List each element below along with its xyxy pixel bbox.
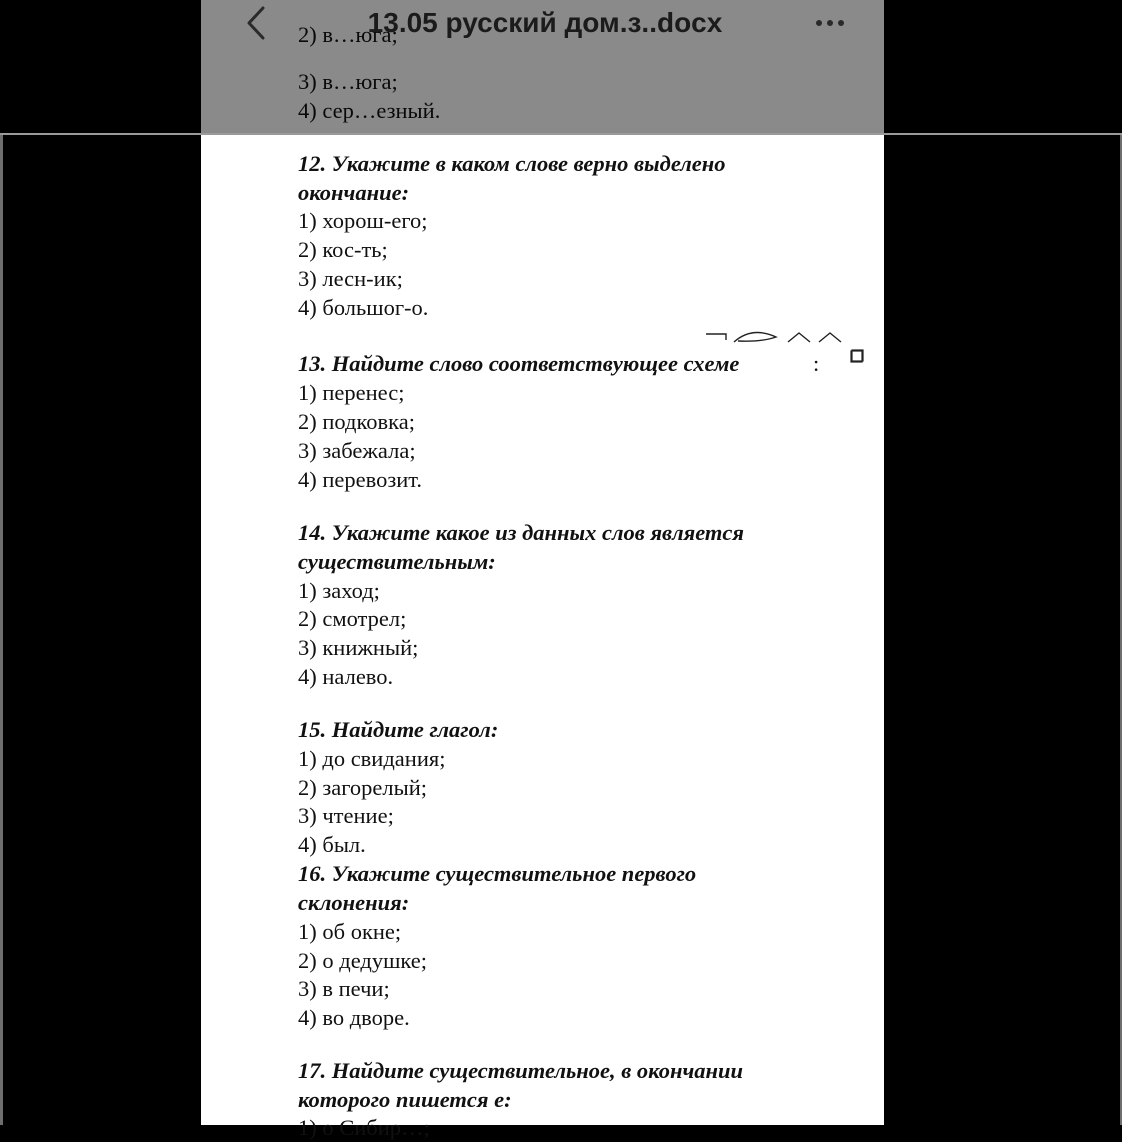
document-title: 13.05 русский дом.з..docx [367, 7, 723, 38]
option-line: 2) смотрел; [298, 606, 407, 631]
back-button[interactable] [236, 4, 276, 42]
option-line: 3) в…юга; [298, 69, 398, 94]
top-toolbar [0, 0, 1122, 133]
option-line: 4) был. [298, 832, 366, 857]
document-page[interactable] [201, 0, 884, 1140]
option-line: 1) хорош-его; [298, 208, 428, 233]
option-line: 1) перенес; [298, 380, 405, 405]
question-14-heading-cont: существительным: [298, 549, 496, 574]
option-line: 4) сер…езный. [298, 98, 441, 123]
frame-edge-left [0, 135, 3, 1125]
option-line: 4) налево. [298, 664, 394, 689]
more-options-button[interactable] [806, 4, 854, 42]
option-line: 4) перевозит. [298, 467, 423, 492]
option-line: 2) кос-ть; [298, 237, 388, 262]
option-line: 1) до свидания; [298, 746, 446, 771]
option-line: 4) большог-о. [298, 295, 429, 320]
question-17-heading: 17. Найдите существительное, в окончании [298, 1058, 744, 1083]
option-line: 2) подковка; [298, 409, 415, 434]
question-14-heading: 14. Укажите какое из данных слов является [298, 520, 745, 545]
option-line: 2) о дедушке; [298, 948, 428, 973]
option-line: 3) лесн-ик; [298, 266, 403, 291]
ellipsis-icon [806, 4, 854, 42]
option-line: 3) в печи; [298, 976, 390, 1001]
option-line: 4) во дворе. [298, 1005, 410, 1030]
option-line: 3) забежала; [298, 438, 416, 463]
ending-box-icon [850, 350, 864, 364]
cut-off-line: 1) о Сибир…; [298, 1115, 430, 1140]
cut-off-line: 2) в…юга; [298, 22, 398, 47]
question-13-colon: : [813, 351, 820, 376]
chevron-left-icon [236, 4, 276, 42]
question-12-heading: 12. Укажите в каком слове верно выделено [298, 151, 726, 176]
question-16-heading: 16. Укажите существительное первого [298, 861, 697, 886]
question-15-heading: 15. Найдите глагол: [298, 717, 499, 742]
question-12-heading-cont: окончание: [298, 180, 410, 205]
option-line: 3) книжный; [298, 635, 419, 660]
question-13-heading: 13. Найдите слово соответствующее схеме [298, 351, 740, 376]
question-17-heading-cont: которого пишется е: [298, 1087, 512, 1112]
option-line: 1) об окне; [298, 919, 402, 944]
question-16-heading-cont: склонения: [298, 890, 410, 915]
option-line: 2) загорелый; [298, 775, 428, 800]
toolbar-divider [0, 133, 1122, 135]
option-line: 1) заход; [298, 578, 380, 603]
option-line: 3) чтение; [298, 803, 394, 828]
